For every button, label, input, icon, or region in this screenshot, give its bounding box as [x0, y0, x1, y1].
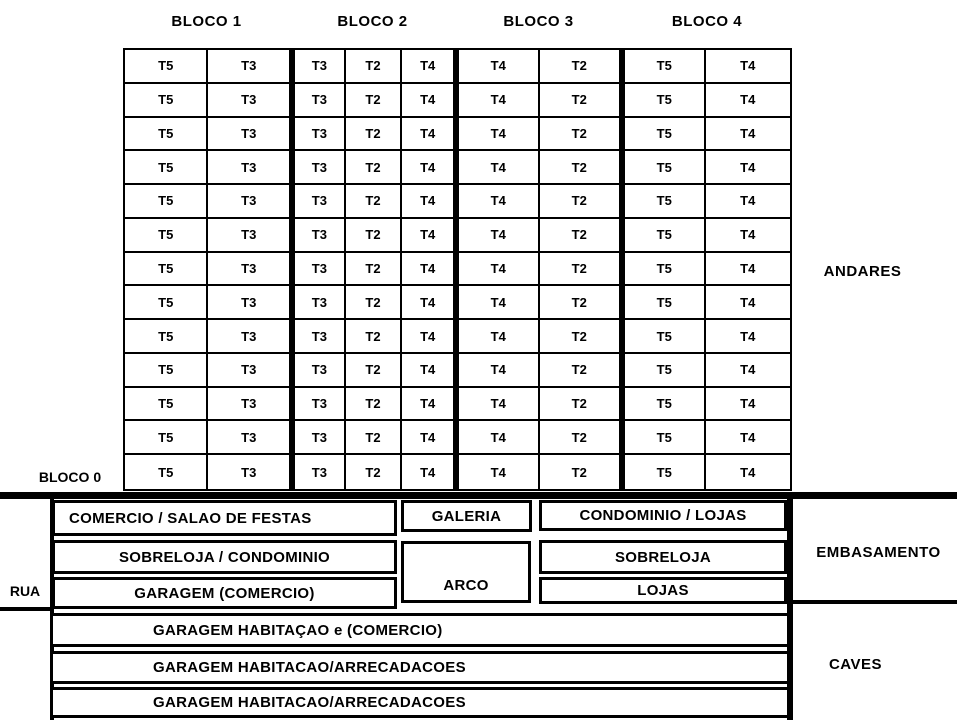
block-header-2: BLOCO 2: [337, 13, 408, 30]
unit-cell: T4: [455, 421, 540, 455]
unit-cell: T4: [402, 354, 455, 388]
level-box-condominio-lojas: CONDOMINIO / LOJAS: [539, 500, 787, 531]
units-grid: [123, 48, 792, 491]
unit-cell: T4: [402, 219, 455, 253]
unit-cell: T3: [291, 253, 346, 287]
unit-cell: T2: [540, 185, 622, 219]
level-box-arco: ARCO: [401, 541, 531, 603]
unit-cell: T2: [540, 320, 622, 354]
unit-cell: T5: [621, 286, 705, 320]
unit-cell: T5: [125, 388, 208, 422]
caves-label: CAVES: [828, 656, 883, 673]
unit-cell: T2: [346, 185, 403, 219]
unit-cell: T2: [540, 253, 622, 287]
unit-cell: T4: [402, 421, 455, 455]
unit-cell: T4: [740, 464, 756, 480]
unit-cell: T5: [621, 185, 705, 219]
ground-line: [0, 492, 957, 499]
unit-cell: T2: [540, 219, 622, 253]
unit-cell: T4: [706, 388, 791, 422]
unit-cell: T3: [291, 185, 346, 219]
unit-cell: T4: [455, 320, 540, 354]
unit-cell: T2: [346, 118, 403, 152]
unit-cell: T3: [291, 219, 346, 253]
unit-cell: T3: [208, 50, 291, 84]
unit-cell: T4: [706, 354, 791, 388]
unit-cell: T4: [402, 320, 455, 354]
unit-cell: T2: [346, 455, 403, 489]
unit-cell: T4: [455, 286, 540, 320]
unit-cell: T5: [125, 320, 208, 354]
unit-cell: T5: [125, 151, 208, 185]
level-box-lojas: LOJAS: [539, 577, 787, 604]
unit-cell: T5: [125, 50, 208, 84]
unit-cell: T2: [540, 84, 622, 118]
unit-cell: T3: [291, 320, 346, 354]
unit-cell: T5: [621, 84, 705, 118]
unit-cell: T2: [540, 151, 622, 185]
unit-cell: T5: [621, 118, 705, 152]
unit-cell: T2: [346, 50, 403, 84]
unit-cell: T4: [402, 84, 455, 118]
unit-cell: T2: [346, 421, 403, 455]
unit-cell: T3: [291, 455, 346, 489]
unit-cell: T5: [125, 286, 208, 320]
unit-cell: T3: [208, 320, 291, 354]
unit-cell: T4: [402, 253, 455, 287]
unit-cell: T4: [402, 185, 455, 219]
unit-cell: T3: [208, 185, 291, 219]
level-box-comercio-salao: COMERCIO / SALAO DE FESTAS: [52, 500, 397, 536]
unit-cell: T5: [125, 185, 208, 219]
block-header-1: BLOCO 1: [171, 13, 242, 30]
unit-cell: T3: [208, 421, 291, 455]
unit-cell: T4: [706, 118, 791, 152]
level-box-sobreloja-condominio: SOBRELOJA / CONDOMINIO: [52, 540, 397, 574]
unit-cell: T3: [208, 455, 291, 489]
unit-cell: T4: [706, 185, 791, 219]
unit-cell: T2: [540, 286, 622, 320]
unit-cell: T5: [621, 320, 705, 354]
unit-cell: T4: [455, 185, 540, 219]
block-header-3: BLOCO 3: [503, 13, 574, 30]
unit-cell: T2: [346, 219, 403, 253]
unit-cell: T5: [621, 421, 705, 455]
unit-cell: T5: [621, 219, 705, 253]
unit-cell: T4: [455, 219, 540, 253]
unit-cell: T3: [291, 286, 346, 320]
unit-cell: T3: [208, 354, 291, 388]
unit-cell: T5: [621, 388, 705, 422]
unit-cell: T2: [346, 286, 403, 320]
rua-label: RUA: [9, 583, 41, 599]
unit-cell: T2: [540, 354, 622, 388]
unit-cell: T5: [621, 253, 705, 287]
unit-cell: T3: [208, 219, 291, 253]
unit-cell: T5: [621, 50, 705, 84]
unit-cell: T3: [208, 388, 291, 422]
unit-cell: T2: [540, 388, 622, 422]
unit-cell: T5: [125, 421, 208, 455]
unit-cell: T2: [540, 118, 622, 152]
unit-cell: T3: [208, 253, 291, 287]
unit-cell: T4: [455, 253, 540, 287]
unit-cell: T2: [346, 320, 403, 354]
unit-cell: T3: [291, 151, 346, 185]
unit-cell: T2: [540, 421, 622, 455]
unit-cell: T5: [125, 253, 208, 287]
unit-cell: T3: [291, 354, 346, 388]
unit-cell: T2: [346, 388, 403, 422]
unit-cell: T4: [402, 118, 455, 152]
unit-cell: T4: [455, 118, 540, 152]
unit-cell: T4: [706, 286, 791, 320]
unit-cell: T4: [455, 151, 540, 185]
unit-cell: T4: [455, 455, 540, 489]
unit-cell: T3: [291, 84, 346, 118]
level-box-sobreloja: SOBRELOJA: [539, 540, 787, 574]
unit-cell: T4: [402, 286, 455, 320]
unit-cell: T5: [125, 455, 208, 489]
ground-block-label: BLOCO 0: [38, 469, 102, 485]
unit-cell: T4: [455, 388, 540, 422]
block-header-4: BLOCO 4: [671, 13, 743, 30]
unit-cell: T2: [346, 151, 403, 185]
unit-cell: T4: [706, 151, 791, 185]
rua-underline: [0, 607, 54, 611]
level-box-garagem-habitacao-comercio: GARAGEM HABITAÇAO e (COMERCIO): [50, 613, 790, 647]
unit-cell: T5: [125, 219, 208, 253]
unit-cell: T4: [455, 354, 540, 388]
unit-cell: T4: [706, 421, 791, 455]
unit-cell: T2: [540, 50, 622, 84]
unit-cell: T3: [208, 151, 291, 185]
unit-cell: T4: [706, 84, 791, 118]
unit-cell: T4: [455, 50, 540, 84]
level-box-garagem-arrecadacoes-1: GARAGEM HABITACAO/ARRECADACOES: [50, 651, 790, 684]
unit-cell: T5: [621, 354, 705, 388]
unit-cell: T2: [346, 84, 403, 118]
unit-cell: T4: [455, 84, 540, 118]
unit-cell: T3: [291, 118, 346, 152]
unit-cell: T4: [402, 388, 455, 422]
level-box-garagem-comercio: GARAGEM (COMERCIO): [52, 577, 397, 609]
unit-cell: T4: [706, 253, 791, 287]
unit-cell: T5: [125, 84, 208, 118]
embasamento-label: EMBASAMENTO: [816, 544, 941, 561]
unit-cell: T3: [208, 118, 291, 152]
unit-cell: T2: [346, 354, 403, 388]
unit-cell: T2: [346, 253, 403, 287]
unit-cell: T3: [291, 388, 346, 422]
embasamento-caves-divider: [787, 600, 957, 604]
unit-cell: T3: [291, 50, 346, 84]
unit-cell: T3: [208, 84, 291, 118]
unit-cell: T4: [706, 50, 791, 84]
unit-cell: T4: [402, 151, 455, 185]
unit-cell: T5: [125, 354, 208, 388]
andares-label: ANDARES: [823, 263, 902, 280]
unit-cell: T3: [208, 286, 291, 320]
level-box-galeria: GALERIA: [401, 500, 532, 532]
unit-cell: T4: [402, 50, 455, 84]
unit-cell: T5: [125, 118, 208, 152]
unit-cell: T2: [540, 455, 622, 489]
unit-cell: T3: [291, 421, 346, 455]
unit-cell: T5: [621, 151, 705, 185]
level-box-garagem-arrecadacoes-2: GARAGEM HABITACAO/ARRECADACOES: [50, 687, 790, 718]
unit-cell: T5: [621, 455, 705, 489]
unit-cell: T4: [706, 219, 791, 253]
unit-cell: T4: [402, 455, 455, 489]
unit-cell: T4: [706, 320, 791, 354]
right-structure-line: [787, 492, 793, 720]
